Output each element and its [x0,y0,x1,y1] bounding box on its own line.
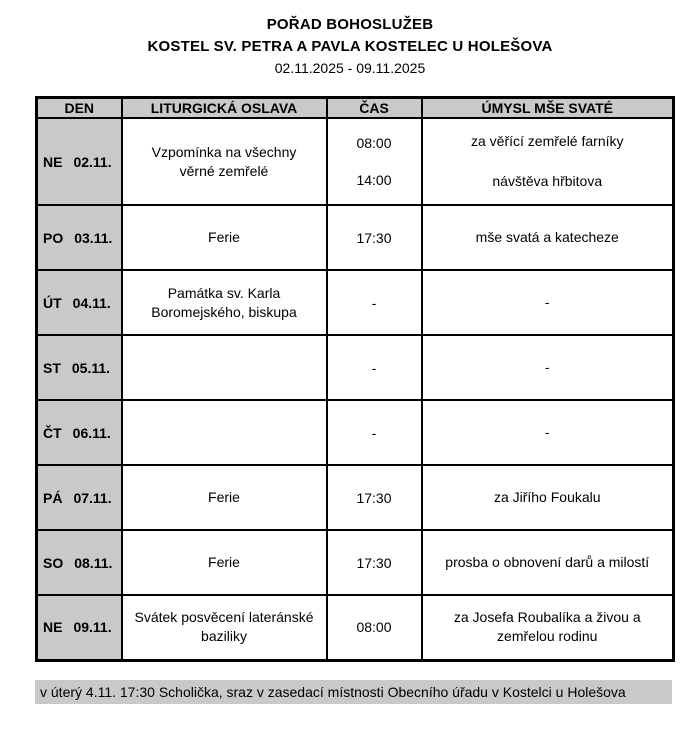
table-row [37,400,674,465]
intention-cell: za Jiřího Foukalu [422,465,674,530]
celebration-cell: Ferie [122,530,327,595]
celebration-cell [122,400,327,465]
day-cell [37,465,122,530]
celebration-cell: Svátek posvěcení lateránské baziliky [122,595,327,660]
celebration-cell: Ferie [122,465,327,530]
day-abbrev: PO [43,229,64,246]
footer-note: v úterý 4.11. 17:30 Scholička, sraz v zasedací místnosti Obecního úřadu v Kostelci u Holešova [35,680,672,704]
intention-cell: - [422,400,674,465]
day-date: 08.11. [74,554,113,571]
day-date: 09.11. [73,619,112,636]
day-abbrev: SO [43,554,64,571]
intention-cell [422,118,674,205]
celebration-cell: Památka sv. Karla Boromejského, biskupa [122,270,327,335]
page-title: POŘAD BOHOSLUŽEB [266,16,434,33]
day-date: 06.11. [72,424,111,441]
header-den: DEN [37,98,122,119]
header-cas: ČAS [327,98,422,119]
time-value: 08:00 [356,135,392,151]
day-date: 02.11. [73,153,112,170]
day-cell [37,530,122,595]
day-date: 04.11. [72,294,111,311]
time-cell: 17:30 [327,530,422,595]
time-cell: - [327,335,422,400]
intention-cell: za Josefa Roubalíka a živou a zemřelou rodinu [422,595,674,660]
day-abbrev: PÁ [43,489,63,506]
table-row [37,465,674,530]
header-liturgicka-oslava: LITURGICKÁ OSLAVA [122,98,327,119]
celebration-cell: Ferie [122,205,327,270]
table-header-row [37,98,674,119]
date-range: 02.11.2025 - 09.11.2025 [274,60,426,76]
day-date: 07.11. [73,489,112,506]
time-cell: 17:30 [327,205,422,270]
day-abbrev: ST [43,359,61,376]
table-row [37,205,674,270]
day-abbrev: ČT [43,424,62,441]
header-umysl: ÚMYSL MŠE SVATÉ [422,98,674,119]
table-row [37,530,674,595]
intention-cell: - [422,335,674,400]
day-cell [37,335,122,400]
day-date: 03.11. [74,229,113,246]
day-cell [37,118,122,205]
day-cell [37,595,122,660]
time-cell: - [327,270,422,335]
day-cell [37,270,122,335]
day-abbrev: NE [43,619,63,636]
intention-value: návštěva hřbitova [492,173,603,189]
day-cell [37,400,122,465]
time-cell: 08:00 [327,595,422,660]
time-value: 14:00 [356,172,392,188]
intention-cell: prosba o obnovení darů a milostí [422,530,674,595]
day-abbrev: NE [43,153,63,170]
table-row [37,595,674,660]
time-cell: - [327,400,422,465]
intention-cell: mše svatá a katecheze [422,205,674,270]
table-row [37,118,674,205]
intention-value: za věřící zemřelé farníky [471,133,624,149]
day-cell [37,205,122,270]
celebration-cell: Vzpomínka na všechny věrné zemřelé [122,118,327,205]
day-abbrev: ÚT [43,294,62,311]
title-block [0,0,700,79]
church-name: KOSTEL SV. PETRA A PAVLA KOSTELEC U HOLEŠOVA [147,38,553,55]
table-row [37,335,674,400]
celebration-cell [122,335,327,400]
intention-cell: - [422,270,674,335]
schedule-table [35,96,675,662]
time-cell [327,118,422,205]
time-cell: 17:30 [327,465,422,530]
table-row [37,270,674,335]
day-date: 05.11. [71,359,111,376]
